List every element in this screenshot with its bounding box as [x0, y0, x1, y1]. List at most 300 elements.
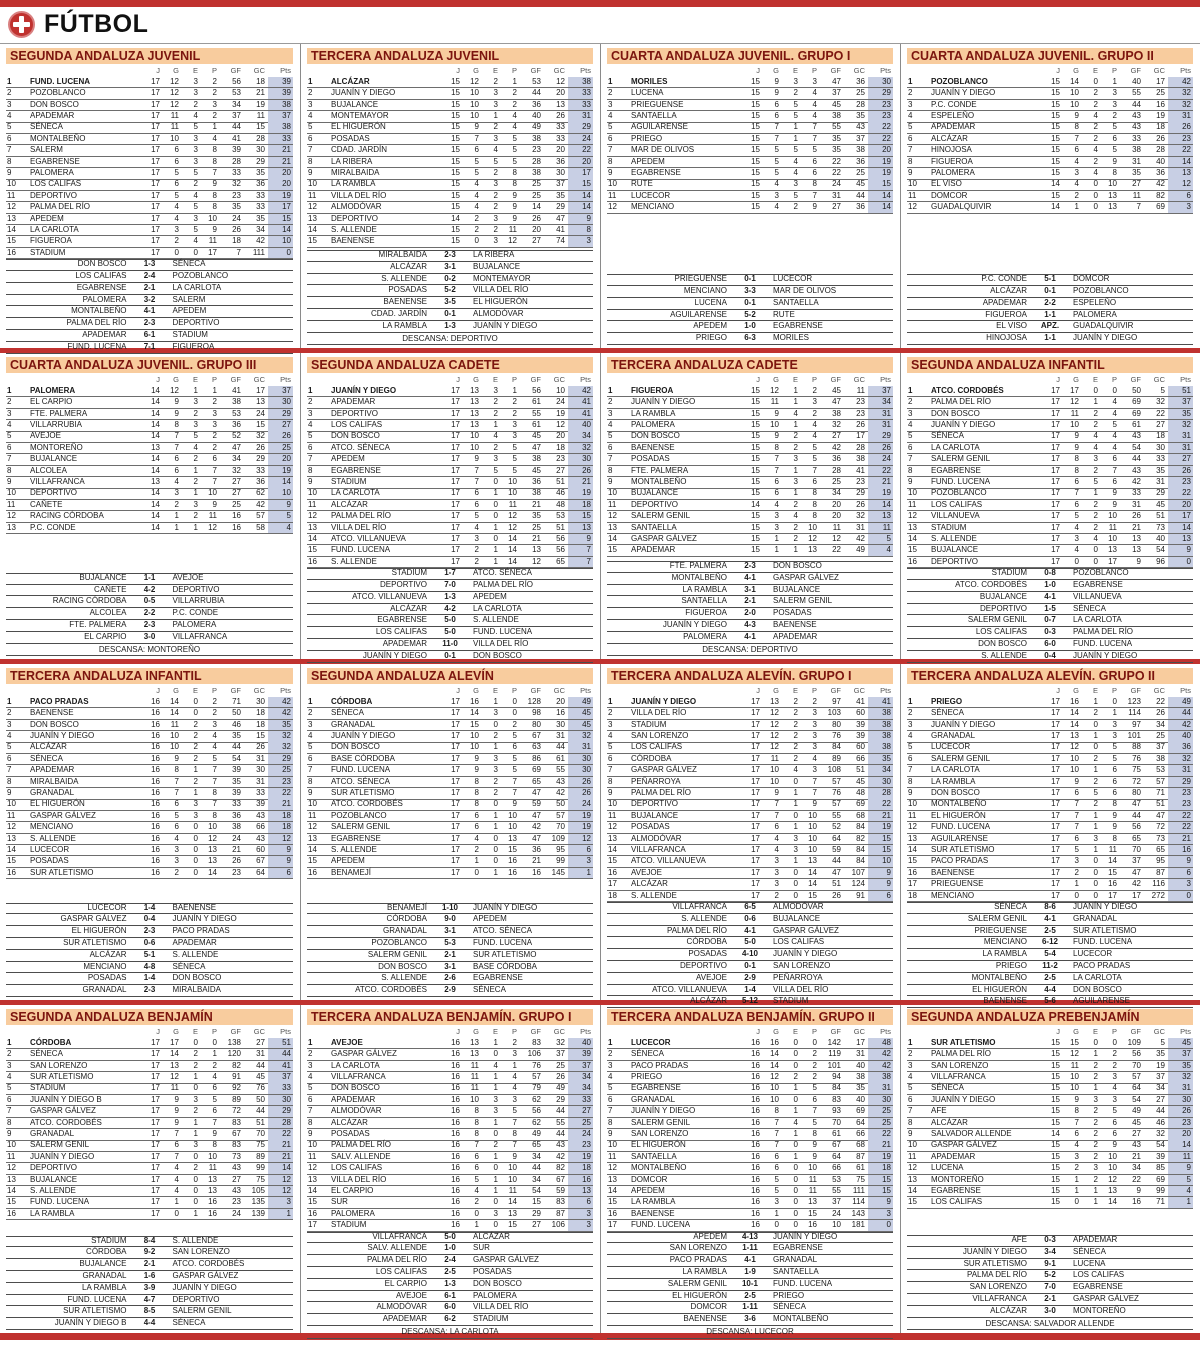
table-row [907, 1084, 1193, 1095]
team-name: SALERM GENIL [631, 1117, 691, 1127]
stat-gf: 62 [532, 1117, 541, 1127]
results-list [6, 259, 293, 353]
team-name: PRIEGO [931, 696, 963, 706]
team-rank: 15 [608, 856, 617, 866]
stat-g: 0 [474, 1208, 479, 1218]
table-row [607, 788, 893, 799]
table-row [607, 397, 893, 408]
stat-j: 17 [451, 799, 460, 809]
stat-e: 1 [493, 1117, 498, 1127]
stat-e: 0 [1093, 545, 1098, 555]
team-rank: 2 [608, 397, 613, 407]
away-team: SANTAELLA [773, 297, 819, 307]
stat-g: 16 [1070, 696, 1079, 706]
stat-g: 6 [1074, 833, 1079, 843]
stat-p: 2 [812, 1072, 817, 1082]
stat-gf: 44 [1132, 99, 1141, 109]
stat-gf: 80 [532, 719, 541, 729]
stat-p: 10 [508, 1174, 517, 1184]
stat-pts: 31 [868, 409, 893, 420]
stat-p: 3 [512, 1094, 517, 1104]
results-list [607, 561, 893, 656]
stat-p: 14 [508, 1197, 517, 1207]
stat-pts: 39 [268, 88, 293, 99]
stat-p: 11 [208, 1163, 217, 1173]
table-row [907, 397, 1193, 408]
stat-pts: 42 [268, 697, 293, 708]
away-team: JUANÍN Y DIEGO [473, 320, 538, 330]
team-rank: 14 [308, 533, 317, 543]
stat-g: 7 [1074, 1117, 1079, 1127]
result-row [6, 1247, 293, 1259]
league-section [300, 664, 600, 1000]
stat-gc: 33 [256, 788, 265, 798]
stat-e: 0 [193, 1083, 198, 1093]
result-row [6, 985, 293, 997]
stat-j: 17 [151, 76, 160, 86]
table-row [607, 523, 893, 534]
stat-j: 15 [1051, 168, 1060, 178]
stat-j: 17 [1051, 431, 1060, 441]
stat-j: 16 [451, 1117, 460, 1127]
stat-pts: 26 [1168, 122, 1193, 133]
stat-gc: 33 [556, 122, 565, 132]
table-row [307, 180, 593, 191]
team-name: BUJALANCE [30, 454, 78, 464]
stat-gf: 35 [532, 511, 541, 521]
stat-gc: 53 [1156, 765, 1165, 775]
score: 2-3 [143, 926, 156, 936]
team-rank: 3 [7, 719, 12, 729]
stat-g: 5 [474, 168, 479, 178]
stat-pts: 18 [568, 500, 593, 511]
stat-pts: 19 [868, 822, 893, 833]
stat-g: 4 [774, 179, 779, 189]
stat-gc: 43 [256, 810, 265, 820]
team-rank: 14 [608, 844, 617, 854]
stat-j: 17 [151, 1117, 160, 1127]
header-pts: Pts [880, 375, 891, 384]
team-rank: 7 [7, 454, 12, 464]
away-team: LA CARLOTA [473, 603, 522, 613]
stat-g: 14 [770, 1049, 779, 1059]
stat-j: 17 [451, 533, 460, 543]
stat-gf: 38 [832, 408, 841, 418]
stat-gc: 145 [551, 867, 565, 877]
stat-pts: 23 [568, 1140, 593, 1151]
team-rank: 8 [7, 776, 12, 786]
stat-pts: 42 [868, 1049, 893, 1060]
away-team: BUJALANCE [473, 261, 521, 271]
table-row [607, 1141, 893, 1152]
result-row [6, 903, 293, 915]
stat-g: 2 [474, 545, 479, 555]
team-name: SALV. ALLENDE [331, 1151, 391, 1161]
result-row [907, 1282, 1193, 1294]
away-team: JUANÍN Y DIEGO [773, 949, 838, 959]
stat-gf: 61 [1132, 420, 1141, 430]
stat-gf: 54 [232, 753, 241, 763]
stat-p: 12 [1108, 1174, 1117, 1184]
score: 4-4 [143, 1318, 156, 1328]
stat-p: 6 [212, 1106, 217, 1116]
result-row [307, 651, 593, 663]
stat-g: 7 [774, 799, 779, 809]
stat-e: 2 [193, 719, 198, 729]
score: 0-1 [744, 274, 756, 284]
stat-gc: 26 [256, 442, 265, 452]
stat-gf: 55 [832, 122, 841, 132]
stat-pts: 14 [868, 500, 893, 511]
team-rank: 12 [7, 1163, 16, 1173]
stat-gc: 60 [856, 708, 865, 718]
stat-gc: 19 [1156, 111, 1165, 121]
home-team: SALERM GENIL [967, 615, 1027, 625]
team-rank: 4 [7, 111, 12, 121]
stat-j: 17 [1051, 753, 1060, 763]
results-list [6, 903, 293, 997]
stat-p: 2 [212, 708, 217, 718]
result-row [6, 620, 293, 632]
away-team: VILLA DEL RÍO [473, 639, 529, 649]
table-row [907, 191, 1193, 202]
team-rank: 8 [608, 465, 613, 475]
stat-g: 0 [474, 236, 479, 246]
team-rank: 6 [608, 753, 613, 763]
stat-gc: 25 [1156, 88, 1165, 98]
result-row [607, 961, 893, 973]
result-row [307, 914, 593, 926]
home-team: MONTALBEÑO [671, 572, 727, 582]
stat-gf: 31 [832, 190, 841, 200]
home-team: MENCIANO [683, 286, 727, 296]
stat-gf: 47 [532, 810, 541, 820]
stat-e: 3 [1093, 1094, 1098, 1104]
stat-j: 15 [751, 488, 760, 498]
stat-g: 3 [1074, 856, 1079, 866]
stat-gf: 54 [1132, 1094, 1141, 1104]
team-name: EGABRENSE [931, 1185, 981, 1195]
stat-p: 5 [512, 454, 517, 464]
team-rank: 4 [608, 111, 613, 121]
result-row [607, 573, 893, 585]
team-name: PALMA DEL RÍO [931, 397, 992, 407]
result-row [607, 1291, 893, 1303]
result-row [6, 1295, 293, 1307]
home-team: MENCIANO [83, 961, 127, 971]
team-name: CÓRDOBA [631, 753, 672, 763]
result-row [607, 321, 893, 333]
team-rank: 5 [908, 122, 913, 132]
team-rank: 2 [908, 397, 913, 407]
table-row [6, 77, 293, 88]
stat-e: 0 [1093, 719, 1098, 729]
table-row [307, 111, 593, 122]
stat-j: 17 [1051, 844, 1060, 854]
result-row [607, 585, 893, 597]
stat-p: 7 [512, 776, 517, 786]
table-row [307, 454, 593, 465]
team-name: PALMA DEL RÍO [331, 511, 392, 521]
stat-pts: 38 [868, 720, 893, 731]
stat-g: 10 [170, 731, 179, 741]
stat-j: 17 [151, 1174, 160, 1184]
header-gf: GF [1130, 1027, 1141, 1036]
stat-gf: 43 [1132, 122, 1141, 132]
score: 4-1 [744, 925, 756, 935]
stat-j: 17 [1051, 731, 1060, 741]
stat-gf: 25 [832, 477, 841, 487]
stat-pts: 27 [568, 1106, 593, 1117]
stat-j: 16 [751, 1140, 760, 1150]
team-rank: 13 [308, 213, 317, 223]
stat-pts: 31 [868, 1083, 893, 1094]
stat-g: 7 [174, 788, 179, 798]
team-rank: 4 [308, 731, 313, 741]
stat-g: 0 [474, 867, 479, 877]
away-team: LA CARLOTA [1073, 972, 1122, 982]
results-list [6, 573, 293, 656]
stat-p: 9 [812, 1151, 817, 1161]
team-name: EGABRENSE [331, 465, 381, 475]
stat-g: 1 [774, 1208, 779, 1218]
stat-g: 5 [1074, 511, 1079, 521]
stat-gf: 35 [232, 202, 241, 212]
stat-gf: 13 [1132, 533, 1141, 543]
stat-gc: 75 [256, 1140, 265, 1150]
stat-j: 17 [451, 556, 460, 566]
away-team: FUND. LUCENA [1073, 639, 1133, 649]
score: 5-1 [143, 949, 156, 959]
stat-j: 17 [151, 1083, 160, 1093]
table-row [907, 420, 1193, 431]
team-name: POZOBLANCO [931, 488, 987, 498]
stat-gc: 55 [556, 1117, 565, 1127]
stat-e: 3 [493, 1094, 498, 1104]
stat-gc: 25 [856, 168, 865, 178]
table-row [6, 397, 293, 408]
away-team: S. ALLENDE [172, 949, 219, 959]
stat-j: 17 [151, 1151, 160, 1161]
stat-g: 4 [1074, 179, 1079, 189]
away-team: GASPAR GÁLVEZ [773, 572, 839, 582]
score: 5-0 [444, 627, 456, 637]
stat-gf: 47 [232, 442, 241, 452]
stat-gc: 48 [556, 499, 565, 509]
result-row [907, 592, 1193, 604]
table-row [907, 777, 1193, 788]
home-team: PALMA DEL RÍO [366, 1255, 427, 1265]
section-title: TERCERA ANDALUZA JUVENIL [307, 48, 593, 64]
stat-gc: 34 [1156, 719, 1165, 729]
stat-pts: 19 [868, 168, 893, 179]
away-team: JUANÍN Y DIEGO [1073, 333, 1138, 343]
stat-gc: 70 [256, 1129, 265, 1139]
away-team: SAN LORENZO [172, 1247, 230, 1257]
stat-gc: 64 [256, 867, 265, 877]
header-j: J [1056, 375, 1060, 384]
stat-gc: 91 [856, 890, 865, 900]
team-rank: 12 [308, 511, 317, 521]
stat-p: 4 [212, 731, 217, 741]
stat-gf: 53 [832, 1174, 841, 1184]
results-list [907, 568, 1193, 662]
result-row [6, 926, 293, 938]
table-row [307, 731, 593, 742]
table-row [6, 134, 293, 145]
stat-g: 11 [470, 1060, 479, 1070]
stat-gc: 41 [856, 696, 865, 706]
stat-j: 16 [451, 1060, 460, 1070]
team-name: GASPAR GÁLVEZ [631, 533, 697, 543]
header-p: P [511, 66, 517, 75]
stat-g: 2 [1074, 1163, 1079, 1173]
top-red-bar [0, 0, 1200, 7]
stat-g: 3 [174, 224, 179, 234]
table-row [907, 432, 1193, 443]
result-row [907, 604, 1193, 616]
stat-g: 7 [1074, 799, 1079, 809]
section-title: CUARTA ANDALUZA JUVENIL. GRUPO II [907, 48, 1193, 64]
team-rank: 13 [608, 1174, 617, 1184]
team-rank: 1 [908, 76, 913, 86]
result-row [907, 1247, 1193, 1259]
stat-gf: 40 [1132, 76, 1141, 86]
team-rank: 3 [908, 1060, 913, 1070]
stat-gc: 124 [851, 879, 865, 889]
stat-pts: 25 [268, 443, 293, 454]
stat-gf: 26 [832, 890, 841, 900]
score: 0-1 [444, 308, 456, 318]
score: 2-0 [744, 608, 756, 618]
score: 2-2 [1044, 297, 1056, 307]
table-row [607, 180, 893, 191]
table-row [307, 397, 593, 408]
stat-g: 7 [174, 431, 179, 441]
team-name: MIRALBAIDA [331, 168, 380, 178]
stat-gf: 22 [1132, 1174, 1141, 1184]
team-rank: 4 [308, 420, 313, 430]
descansa-note: DESCANSA: SALVADOR ALLENDE [907, 1318, 1193, 1331]
result-row [607, 561, 893, 573]
stat-p: 2 [212, 111, 217, 121]
stat-gf: 97 [1132, 719, 1141, 729]
stat-gc: 62 [256, 488, 265, 498]
stat-gc: 35 [556, 190, 565, 200]
team-rank: 11 [7, 190, 16, 200]
home-team: PRIEGO [695, 333, 727, 343]
stat-j: 16 [151, 753, 160, 763]
stat-gf: 27 [232, 477, 241, 487]
stat-e: 4 [193, 190, 198, 200]
team-rank: 18 [908, 890, 917, 900]
team-rank: 9 [308, 168, 313, 178]
stat-gf: 34 [232, 454, 241, 464]
home-team: EGABRENSE [377, 615, 427, 625]
team-rank: 10 [7, 1140, 16, 1150]
result-row [607, 632, 893, 644]
result-row [6, 596, 293, 608]
stat-p: 2 [512, 1037, 517, 1047]
stat-gc: 50 [256, 1094, 265, 1104]
stat-gc: 58 [256, 522, 265, 532]
stat-pts: 30 [868, 77, 893, 88]
table-row [907, 1163, 1193, 1174]
score: 3-1 [444, 261, 456, 271]
stat-gf: 47 [832, 76, 841, 86]
stat-e: 1 [193, 488, 198, 498]
stat-pts: 12 [268, 1186, 293, 1197]
home-team: APADEMAR [382, 1314, 427, 1324]
team-rank: 13 [308, 1174, 317, 1184]
home-team: JUANÍN Y DIEGO [362, 650, 427, 660]
score: 2-2 [143, 608, 156, 618]
stat-j: 15 [1051, 1060, 1060, 1070]
stat-gf: 38 [832, 111, 841, 121]
stat-gc: 37 [556, 1049, 565, 1059]
stat-pts: 23 [1168, 477, 1193, 488]
stat-e: 1 [793, 788, 798, 798]
team-rank: 10 [908, 179, 917, 189]
stat-j: 15 [451, 236, 460, 246]
table-row [307, 1049, 593, 1060]
stat-pts: 37 [568, 1061, 593, 1072]
header-g: G [173, 375, 179, 384]
stat-gf: 57 [832, 799, 841, 809]
team-rank: 2 [908, 708, 913, 718]
stat-p: 11 [808, 1185, 817, 1195]
result-row [907, 580, 1193, 592]
stat-pts: 14 [868, 202, 893, 213]
stat-j: 17 [151, 213, 160, 223]
stat-j: 17 [751, 844, 760, 854]
home-team: LA RAMBLA [382, 320, 427, 330]
team-name: SANTAELLA [631, 522, 677, 532]
stat-e: 0 [1093, 867, 1098, 877]
home-team: APEDEM [693, 321, 727, 331]
team-name: GRANADAL [331, 719, 376, 729]
stat-p: 8 [212, 788, 217, 798]
stat-e: 0 [793, 879, 798, 889]
stat-g: 7 [474, 477, 479, 487]
stat-j: 15 [1051, 1049, 1060, 1059]
away-team: GASPAR GÁLVEZ [1073, 1293, 1139, 1303]
stat-e: 5 [193, 224, 198, 234]
stat-pts: 23 [1168, 1118, 1193, 1129]
stat-e: 2 [1093, 799, 1098, 809]
stat-j: 16 [151, 833, 160, 843]
score: 4-1 [143, 306, 156, 316]
away-team: GRANADAL [1073, 913, 1118, 923]
stat-j: 16 [451, 1163, 460, 1173]
stat-gc: 74 [556, 236, 565, 246]
team-name: LOS CALIFAS [30, 179, 82, 189]
table-row [907, 708, 1193, 719]
stat-g: 5 [474, 511, 479, 521]
stat-j: 15 [451, 179, 460, 189]
team-name: APEDEM [30, 213, 64, 223]
stat-gf: 35 [832, 133, 841, 143]
stat-gf: 24 [232, 833, 241, 843]
stat-g: 10 [1070, 753, 1079, 763]
stat-p: 1 [212, 1049, 217, 1059]
team-rank: 6 [908, 442, 913, 452]
score: 6-2 [444, 1314, 456, 1324]
stat-gc: 31 [856, 522, 865, 532]
stat-gf: 13 [1132, 545, 1141, 555]
stat-gc: 47 [1156, 810, 1165, 820]
team-rank: 14 [308, 844, 317, 854]
